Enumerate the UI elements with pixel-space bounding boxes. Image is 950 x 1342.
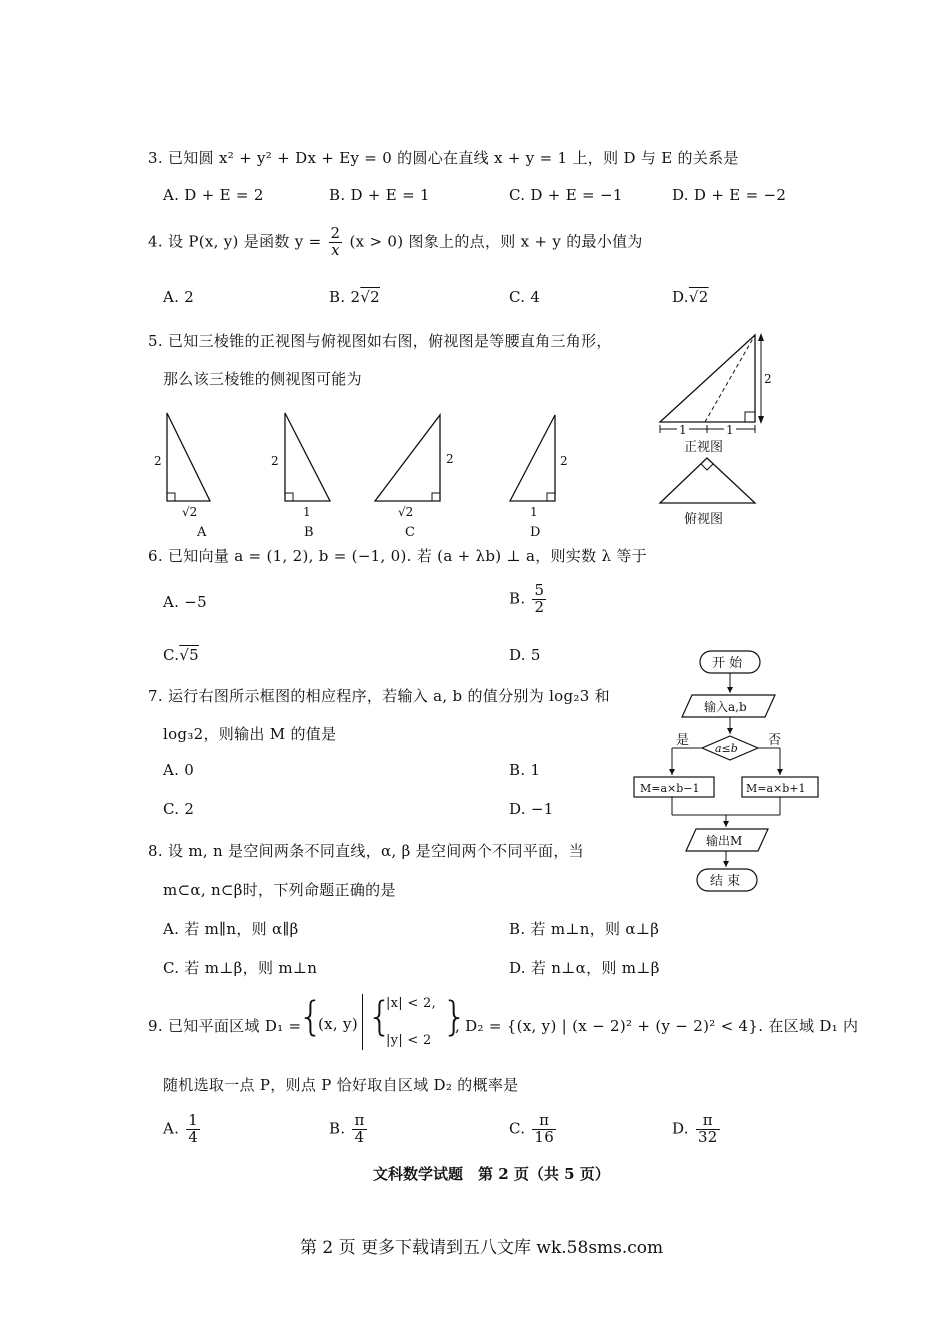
flow-left-text: M=a×b−1 (640, 782, 700, 795)
page-footer-info: 文科数学试题 第 2 页（共 5 页） (373, 1165, 610, 1183)
q7-line2: log₃2，则输出 M 的值是 (163, 725, 337, 743)
q3-option-a: A. D + E = 2 (163, 186, 264, 204)
q3-option-c: C. D + E = −1 (509, 186, 623, 204)
q4-option-c: C. 4 (509, 288, 541, 306)
q9-option-d-num: π (696, 1113, 720, 1130)
q8-option-b: B. 若 m⊥n，则 α⊥β (509, 920, 660, 938)
q5-figure-b (271, 413, 330, 540)
q7-option-c: C. 2 (163, 800, 195, 818)
q4-option-b (329, 288, 380, 306)
flow-input-text: 输入a,b (704, 700, 747, 714)
q6-option-b-num: 5 (534, 581, 545, 599)
flow-yes-label: 是 (676, 733, 690, 748)
q4-stem (148, 226, 643, 259)
q6-option-b-den: 2 (534, 597, 545, 616)
q7-option-a: A. 0 (163, 761, 195, 779)
q5-figure-a (154, 413, 210, 540)
flow-right-text: M=a×b+1 (746, 782, 806, 795)
q7-option-d: D. −1 (509, 800, 554, 818)
q9-pre: 9. 已知平面区域 D₁ = (148, 1017, 302, 1035)
q4-option-d-radical: √2 (688, 288, 709, 306)
q6-option-c-radical: √5 (179, 646, 200, 664)
q4-option-b-prefix: B. 2 (329, 288, 361, 306)
q9-post: , D₂ = {(x, y) | (x − 2)² + (y − 2)² < 4}. 在区域 D₁ 内 (455, 1017, 859, 1035)
q9-option-c (509, 1113, 558, 1146)
q6-option-c (163, 646, 199, 664)
q9-option-c-den: 16 (534, 1127, 555, 1146)
q5-figure-d (510, 415, 568, 540)
q6-option-c-prefix: C. (163, 646, 180, 664)
q4-option-b-radical: √2 (360, 288, 381, 306)
q9-option-b-num: π (354, 1111, 365, 1129)
q9-line2: 随机选取一点 P，则点 P 恰好取自区域 D₂ 的概率是 (163, 1076, 519, 1094)
q5-b-label: B (304, 525, 314, 540)
q5-line1: 5. 已知三棱锥的正视图与俯视图如右图，俯视图是等腰直角三角形， (148, 332, 612, 350)
q9-cond-brace: { (367, 994, 393, 1040)
q9-option-b (329, 1113, 369, 1146)
q9-set-bar (362, 994, 365, 1050)
q5-a-height: 2 (154, 454, 162, 468)
q5-d-base: 1 (530, 505, 538, 519)
q5-b-base: 1 (303, 505, 311, 519)
q4-option-d (672, 288, 709, 306)
q5-front-view (660, 333, 772, 455)
q6-option-d: D. 5 (509, 646, 541, 664)
q6-option-a: A. −5 (163, 593, 207, 611)
flow-no-label: 否 (768, 733, 782, 748)
q5-c-label: C (405, 525, 415, 540)
front-view-caption: 正视图 (684, 440, 724, 455)
flow-end-text: 结 束 (710, 874, 741, 889)
q5-c-height: 2 (446, 452, 454, 466)
q5-option-figures (140, 405, 640, 545)
q3-option-d: D. D + E = −2 (672, 186, 787, 204)
q8-option-c: C. 若 m⊥β，则 m⊥n (163, 959, 318, 977)
q3-stem: 3. 已知圆 x² + y² + Dx + Ey = 0 的圆心在直线 x + y = 1 上，则 D 与 E 的关系是 (148, 149, 739, 167)
q9-set-brace-left: { (298, 994, 324, 1040)
flow-output-text: 输出M (706, 834, 743, 848)
page-footer-site: 第 2 页 更多下载请到五八文库 wk.58sms.com (300, 1238, 664, 1258)
q5-b-height: 2 (271, 454, 279, 468)
q5-line2: 那么该三棱锥的侧视图可能为 (163, 370, 362, 388)
q9-cond2: |y| < 2 (386, 1033, 432, 1048)
front-view-right: 1 (726, 423, 734, 437)
front-view-left: 1 (679, 423, 687, 437)
q6-option-b-prefix: B. (509, 589, 526, 608)
q3-option-b: B. D + E = 1 (329, 186, 430, 204)
q7-flowchart (630, 645, 820, 895)
q4-stem-post: (x > 0) 图象上的点，则 x + y 的最小值为 (349, 232, 643, 251)
q4-frac-den: x (331, 240, 340, 259)
q5-a-base: √2 (182, 505, 198, 519)
q4-option-a: A. 2 (163, 288, 195, 306)
q5-c-base: √2 (398, 505, 414, 519)
q8-line2: m⊂α, n⊂β时，下列命题正确的是 (163, 881, 396, 899)
q6-option-b (509, 583, 548, 616)
q7-option-b: B. 1 (509, 761, 541, 779)
q4-frac-num: 2 (330, 224, 341, 242)
q5-d-height: 2 (560, 454, 568, 468)
q8-option-d: D. 若 n⊥α，则 m⊥β (509, 959, 660, 977)
q9-set-lhs: (x, y) (318, 1015, 358, 1033)
q4-fraction (329, 226, 343, 259)
q9-option-a (163, 1113, 202, 1146)
q5-top-view (660, 458, 755, 527)
q8-line1: 8. 设 m, n 是空间两条不同直线，α, β 是空间两个不同平面，当 (148, 842, 584, 860)
flow-start-text: 开 始 (712, 656, 743, 671)
q9-option-a-num: 1 (188, 1111, 199, 1129)
q9-option-c-prefix: C. (509, 1119, 526, 1138)
q9-set-brace-right: } (442, 994, 468, 1040)
q5-figure-c (375, 415, 454, 540)
q9-option-b-prefix: B. (329, 1119, 346, 1138)
q9-option-d-prefix: D. (672, 1119, 689, 1138)
q9-option-d-den: 32 (697, 1127, 718, 1146)
front-view-height: 2 (764, 372, 772, 386)
q9-option-c-num: π (532, 1113, 556, 1130)
q8-option-a: A. 若 m∥n，则 α∥β (163, 920, 299, 938)
q4-option-d-prefix: D. (672, 288, 689, 306)
q5-a-label: A (197, 525, 207, 540)
q9-option-a-den: 4 (188, 1127, 199, 1146)
q5-reference-figures (650, 325, 780, 535)
q9-option-a-prefix: A. (163, 1119, 180, 1138)
q9-option-d (672, 1113, 722, 1146)
q5-d-label: D (530, 525, 541, 540)
flow-decision-text: a≤b (715, 742, 738, 755)
q6-stem: 6. 已知向量 a = (1, 2), b = (−1, 0). 若 (a + λb) ⊥ a，则实数 λ 等于 (148, 547, 647, 565)
q9-cond1: |x| < 2, (386, 996, 437, 1011)
top-view-caption: 俯视图 (684, 512, 724, 527)
q9-option-b-den: 4 (354, 1127, 365, 1146)
q4-stem-pre: 4. 设 P(x, y) 是函数 y = (148, 232, 322, 251)
q7-line1: 7. 运行右图所示框图的相应程序，若输入 a, b 的值分别为 log₂3 和 (148, 687, 610, 705)
q6-option-b-fraction (532, 583, 546, 616)
